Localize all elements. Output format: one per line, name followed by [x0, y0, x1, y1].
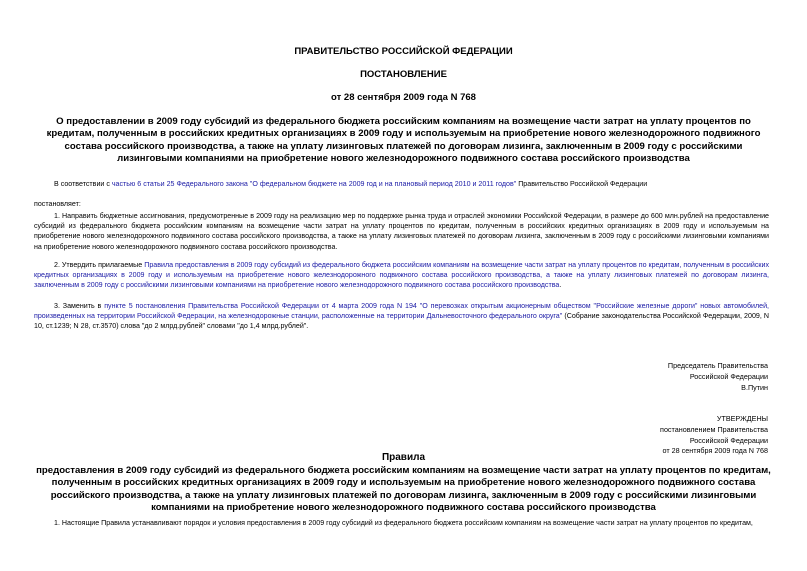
approval-block [508, 414, 768, 457]
item-3-text-end: (Собрание законодательства Российской Федерации, 2009, N 10, ст.1239; N 28, ст.3570) слова "до 2 млрд.рублей" словами "до 1,4 млрд.рублей". [34, 312, 769, 331]
preamble-text-end: Правительство Российской Федерации [516, 180, 648, 188]
rules-heading: Правила [381, 452, 426, 463]
item-2-text: 2. Утвердить прилагаемые [54, 261, 145, 269]
preamble-text: В соответствии с [54, 180, 112, 188]
government-heading: ПРАВИТЕЛЬСТВО РОССИЙСКОЙ ФЕДЕРАЦИИ [294, 46, 513, 57]
item-2-rules-link[interactable]: Правила предоставления в 2009 году субсидий из федерального бюджета российским компаниям на возмещение части затрат на уплату процентов по кредитам, полученным в российских кредитных организациях в 2009 году и используемым на приобретение нового железнодорожного подвижного состава российского производства, а также на уплату лизинговых платежей по договорам лизинга, заключенным в 2009 году с российскими лизинговыми компаниями на приобретение нового железнодорожного подвижного состава российского производства [34, 261, 770, 290]
approval-date-number: от 28 сентября 2009 года N 768 [662, 446, 768, 456]
signature-name: В.Путин [741, 382, 768, 392]
document-type: ПОСТАНОВЛЕНИЕ [360, 69, 447, 80]
document-title: О предоставлении в 2009 году субсидий из федерального бюджета российским компаниям на возмещение части затрат на уплату процентов по кредитам, полученным в российских кредитных организациях в 2009 году и используемым на приобретение нового железнодорожного подвижного состава российского производства, а также на уплату лизинговых платежей по договорам лизинга, заключенным в 2009 году с российскими лизинговыми компаниями на приобретение нового железнодорожного подвижного состава российского производства [46, 116, 761, 164]
approval-line-3: Российской Федерации [689, 435, 768, 445]
signature-block [508, 361, 768, 393]
approval-line-2: постановлением Правительства [660, 424, 768, 434]
rules-subtitle: предоставления в 2009 году субсидий из федерального бюджета российским компаниям на возмещение части затрат на уплату процентов по кредитам, полученным в российских кредитных организациях в 2009 году и используемым на приобретение нового железнодорожного подвижного состава российского производства, а также на уплату лизинговых платежей по договорам лизинга, заключенным в 2009 году с российскими лизинговыми компаниями на приобретение нового железнодорожного подвижного состава российского производства [36, 465, 771, 513]
rules-item-1: 1. Настоящие Правила устанавливают порядок и условия предоставления в 2009 году субсидий из федерального бюджета российским компаниям на возмещение части затрат на уплату процентов по кредитам, [54, 519, 753, 527]
approval-title: УТВЕРЖДЕНЫ [716, 414, 768, 423]
decides-label: постановляет: [34, 200, 81, 208]
item-3-decree-link[interactable]: пункте 5 постановления Правительства Российской Федерации от 4 марта 2009 года N 194 "О перевозках открытым акционерным обществом "Российские железные дороги" новых автомобилей, произведенных на территории Российской Федерации, на железнодорожные станции, расположенные на территории Дальневосточного федерального округа" [34, 302, 769, 321]
signature-position: Председатель Правительства [667, 361, 768, 370]
signature-country: Российской Федерации [689, 371, 768, 381]
item-2-text-end: . [559, 281, 562, 290]
preamble-law-link[interactable]: частью 6 статьи 25 Федерального закона "О федеральном бюджете на 2009 год и на плановый период 2010 и 2011 годов" [111, 180, 517, 188]
item-1: 1. Направить бюджетные ассигнования, предусмотренные в 2009 году на реализацию мер по поддержке рынка труда и отраслей экономики Российской Федерации, в размере до 600 млн.рублей на предоставление субсидий из федерального бюджета российским компаниям на возмещение части затрат на уплату процентов по кредитам, полученным в российских кредитных организациях в 2009 году и используемым на приобретение нового железнодорожного подвижного состава российского производства, а также на уплату лизинговых платежей по договорам лизинга, заключенным в 2009 году с российскими лизинговыми компаниями на приобретение нового железнодорожного подвижного состава российского производства. [34, 212, 769, 251]
item-2 [34, 260, 769, 291]
item-3 [34, 301, 769, 332]
preamble [34, 179, 769, 189]
item-3-text: 3. Заменить в [54, 302, 105, 310]
document-date-number: от 28 сентября 2009 года N 768 [331, 92, 476, 103]
